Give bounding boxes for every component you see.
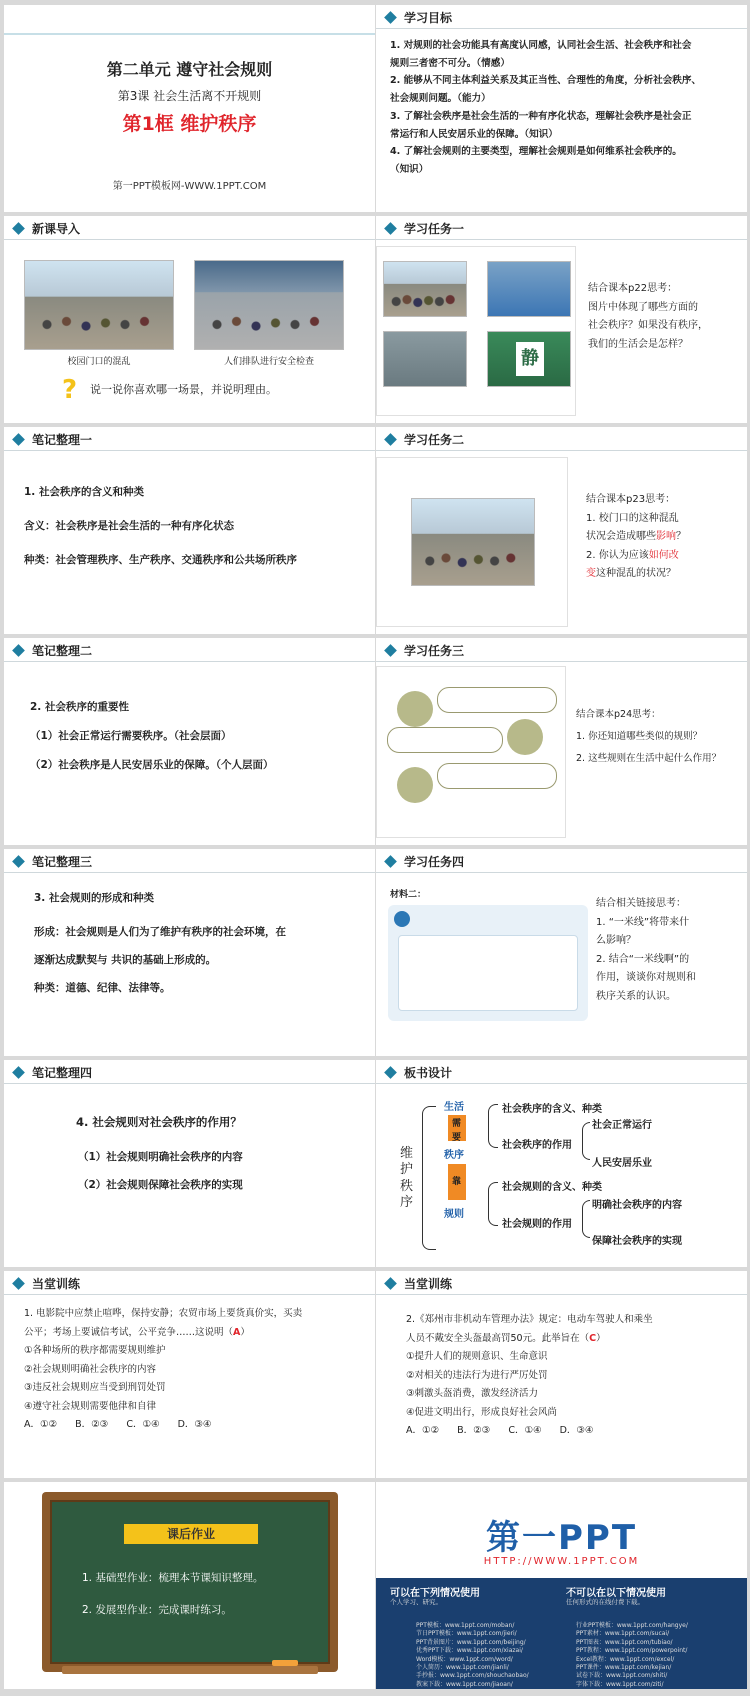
- traffic-image: [383, 331, 467, 387]
- section-title: 第1框 维护秩序: [122, 113, 257, 135]
- resource-link[interactable]: PPT背景图片：www.1ppt.com/beijing/: [416, 1638, 526, 1646]
- slide-task-2: [376, 427, 747, 634]
- resource-link[interactable]: 试卷下载：www.1ppt.com/shiti/: [576, 1672, 668, 1680]
- brand-url[interactable]: HTTP://WWW.1PPT.COM: [483, 1556, 640, 1567]
- slide-header: [376, 1271, 747, 1295]
- resource-link[interactable]: 教案下载：www.1ppt.com/jiaoan/: [416, 1680, 513, 1688]
- slide-header: [4, 849, 375, 873]
- notes-line: 种类：道德、纪律、法律等。: [34, 982, 171, 994]
- label-rely: 靠: [452, 1177, 462, 1187]
- homework-line: 2. 发展型作业：完成课时练习。: [82, 1604, 232, 1616]
- diamond-icon: [12, 855, 25, 868]
- speech-bubble: [437, 687, 557, 713]
- resource-link[interactable]: PPT课件：www.1ppt.com/kejian/: [576, 1663, 672, 1671]
- resource-link[interactable]: Word模板：www.1ppt.com/word/: [416, 1655, 513, 1663]
- cover-footer: 第一PPT模板网-WWW.1PPT.COM: [112, 181, 267, 192]
- textbook-page: [376, 457, 568, 627]
- quiet-sign-image: [487, 331, 571, 387]
- brace: [488, 1104, 498, 1148]
- slide-title: 学习任务四: [404, 855, 465, 869]
- task-2-questions: 结合课本p23思考： 1. 校门口的这种混乱 状况会造成哪些影响？ 2. 你认为应该如何改 变这种混乱的状况？: [586, 494, 686, 579]
- slide-header: [4, 1271, 375, 1295]
- material-text-box: [398, 935, 578, 1011]
- school-gate-image: [411, 498, 535, 586]
- exercise-1-text: 1. 电影院中应禁止喧哗，保持安静；农贸市场上要货真价实，买卖 公平；考场上要诚信考试，公平竞争……这说明（A） ①各种场所的秩序都需要规则维护 ②社会规则明确社会秩序的内容 ③违反社会规则应当受到刑罚处罚 ④遵守社会规则需要他律和自律 A．①② B．②③ C．①④ D．③④: [24, 1308, 303, 1431]
- diamond-icon: [384, 11, 397, 24]
- resource-link[interactable]: 手抄报：www.1ppt.com/shouchaobao/: [416, 1672, 529, 1680]
- unit-title: 第二单元 遵守社会规则: [106, 60, 273, 79]
- notes-line: （2）社会秩序是人民安居乐业的保障。（个人层面）: [30, 759, 274, 771]
- branch-item: 社会规则的含义、种类: [502, 1182, 602, 1193]
- slide-task-1: [376, 216, 747, 423]
- slide-header: [376, 1060, 747, 1084]
- slide-title: 学习任务三: [404, 644, 465, 658]
- right-link-list: [576, 1622, 688, 1689]
- station-image: [383, 261, 467, 317]
- slide-end: [376, 1482, 747, 1689]
- slide-title: 当堂训练: [404, 1277, 453, 1291]
- branch-item: 社会秩序的作用: [502, 1140, 572, 1151]
- notes-line: 逐渐达成默契与 共识的基础上形成的。: [34, 954, 217, 966]
- notes-line: 种类：社会管理秩序、生产秩序、交通秩序和公共场所秩序: [24, 554, 297, 566]
- resource-link[interactable]: PPT教程：www.1ppt.com/powerpoint/: [576, 1647, 688, 1655]
- slide-objectives: [376, 5, 747, 212]
- exercise-2-text: 2.《郑州市非机动车管理办法》规定：电动车驾驶人和乘坐 人员不戴安全头盔最高罚50元。此举旨在（C） ①提升人们的规则意识、生命意识 ②对相关的违法行为进行严厉处罚 ③刺激头盔消费，激发经济活力 ④促进文明出行，形成良好社会风尚 A．①② B．②③ C．①④ D．③④: [406, 1314, 653, 1437]
- speech-bubble: [387, 727, 503, 753]
- lesson-title: 第3课 社会生活离不开规则: [117, 89, 262, 103]
- brand-logo: 第一PPT: [485, 1518, 638, 1558]
- branch-leaf: 人民安居乐业: [592, 1158, 652, 1169]
- resource-link[interactable]: PPT素材：www.1ppt.com/sucai/: [576, 1630, 670, 1638]
- slide-exercise-1: [4, 1271, 375, 1478]
- textbook-page: [376, 246, 576, 416]
- allowed-note: 个人学习、研究。: [390, 1598, 442, 1606]
- slide-title: 笔记整理三: [32, 855, 93, 869]
- slide-notes-2: [4, 638, 375, 845]
- diamond-icon: [384, 1277, 397, 1290]
- task-4-questions: 结合相关链接思考： 1. “一米线”将带来什 么影响？ 2. 结合“一米线啊”的 作用，谈谈你对规则和 秩序关系的认识。: [596, 898, 696, 1002]
- resource-link[interactable]: PPT模板：www.1ppt.com/moban/: [416, 1622, 515, 1629]
- slide-board-design: [376, 1060, 747, 1267]
- homework-title: 课后作业: [124, 1524, 258, 1544]
- chalkboard: [50, 1500, 330, 1664]
- related-link-box: [388, 905, 588, 1021]
- slide-notes-1: [4, 427, 375, 634]
- intro-question: 说一说你喜欢哪一场景，并说明理由。: [90, 383, 277, 396]
- resource-link[interactable]: 个人简历：www.1ppt.com/jianli/: [416, 1663, 509, 1671]
- slide-header: [4, 216, 375, 240]
- slide-header: [376, 216, 747, 240]
- label-order: 秩序: [444, 1150, 464, 1161]
- branch-leaf: 社会正常运行: [592, 1120, 652, 1131]
- branch-item: 社会规则的作用: [502, 1219, 572, 1230]
- diamond-icon: [12, 644, 25, 657]
- resource-link[interactable]: 行业PPT模板：www.1ppt.com/hangye/: [576, 1622, 688, 1629]
- slide-title: 学习任务二: [404, 433, 465, 447]
- illustration: [507, 719, 543, 755]
- slide-homework: [4, 1482, 375, 1689]
- security-line-image: [194, 260, 344, 350]
- resource-link[interactable]: 节日PPT模板：www.1ppt.com/jieri/: [416, 1630, 517, 1638]
- label-need-1: 需: [452, 1119, 462, 1129]
- notes-line: （1）社会正常运行需要秩序。（社会层面）: [30, 730, 232, 742]
- label-life: 生活: [444, 1102, 464, 1113]
- notes-heading: 2. 社会秩序的重要性: [30, 701, 129, 713]
- resource-link[interactable]: 字体下载：www.1ppt.com/ziti/: [576, 1680, 664, 1688]
- slide-intro: [4, 216, 375, 423]
- resource-link[interactable]: PPT图表：www.1ppt.com/tubiao/: [576, 1638, 673, 1646]
- brace: [582, 1200, 590, 1238]
- chalk-tray: [62, 1666, 318, 1674]
- factory-image: [487, 261, 571, 317]
- slide-notes-4: [4, 1060, 375, 1267]
- slide-header: [376, 849, 747, 873]
- homework-line: 1. 基础型作业：梳理本节课知识整理。: [82, 1572, 264, 1584]
- chalkboard-frame: [42, 1492, 338, 1672]
- slide-cover: [4, 5, 375, 212]
- textbook-page: [376, 666, 566, 838]
- diamond-icon: [384, 1066, 397, 1079]
- diamond-icon: [12, 222, 25, 235]
- slide-title: 学习目标: [404, 11, 453, 25]
- speech-bubble: [437, 763, 557, 789]
- notes-line: （2）社会规则保障社会秩序的实现: [78, 1179, 243, 1191]
- diamond-icon: [384, 855, 397, 868]
- task-3-questions: 结合课本p24思考： 1. 你还知道哪些类似的规则？ 2. 这些规则在生活中起什么作用？: [576, 709, 722, 764]
- slide-notes-3: [4, 849, 375, 1056]
- diamond-icon: [12, 433, 25, 446]
- slide-header: [376, 427, 747, 451]
- left-link-list: [416, 1622, 529, 1689]
- slide-title: 学习任务一: [404, 222, 465, 236]
- diamond-icon: [12, 1277, 25, 1290]
- notes-line: 形成：社会规则是人们为了维护有秩序的社会环境，在: [34, 926, 286, 938]
- notes-heading: 3. 社会规则的形成和种类: [34, 892, 154, 904]
- usage-footer: [376, 1578, 747, 1689]
- forbidden-heading: 不可以在以下情况使用: [566, 1588, 666, 1599]
- resource-link[interactable]: Excel教程：www.1ppt.com/excel/: [576, 1655, 675, 1663]
- diamond-icon: [12, 1066, 25, 1079]
- slide-header: [376, 638, 747, 662]
- slide-header: [4, 638, 375, 662]
- slide-header: [4, 427, 375, 451]
- material-label: 材料二：: [390, 890, 427, 900]
- allowed-heading: 可以在下列情况使用: [390, 1588, 480, 1599]
- question-mark-icon: ?: [62, 375, 78, 405]
- slide-title: 当堂训练: [32, 1277, 81, 1291]
- image-caption-2: 人们排队进行安全检查: [223, 357, 314, 367]
- notes-line: 含义：社会秩序是社会生活的一种有序化状态: [24, 520, 234, 532]
- link-icon: [394, 911, 410, 927]
- slide-title: 板书设计: [404, 1066, 453, 1080]
- slide-title: 笔记整理一: [32, 433, 93, 447]
- diamond-icon: [384, 644, 397, 657]
- illustration: [397, 691, 433, 727]
- slide-title: 笔记整理二: [32, 644, 93, 658]
- notes-heading: 4. 社会规则对社会秩序的作用？: [76, 1115, 242, 1129]
- task-1-questions: 结合课本p22思考： 图片中体现了哪些方面的 社会秩序？如果没有秩序， 我们的生活会是怎样？: [588, 283, 708, 350]
- main-topic: 维 护 秩 序: [400, 1146, 414, 1210]
- slide-header: [4, 1060, 375, 1084]
- label-need-2: 要: [452, 1133, 462, 1143]
- resource-link[interactable]: 优秀PPT下载：www.1ppt.com/xiazai/: [416, 1647, 523, 1655]
- main-brace: [422, 1106, 436, 1250]
- image-caption-1: 校园门口的混乱: [67, 357, 131, 367]
- brace: [582, 1122, 590, 1160]
- slide-task-3: [376, 638, 747, 845]
- diamond-icon: [384, 433, 397, 446]
- illustration: [397, 767, 433, 803]
- notes-line: （1）社会规则明确社会秩序的内容: [78, 1151, 243, 1163]
- branch-leaf: 明确社会秩序的内容: [592, 1200, 682, 1211]
- notes-heading: 1. 社会秩序的含义和种类: [24, 486, 144, 498]
- slide-title: 笔记整理四: [32, 1066, 93, 1080]
- slide-header: [376, 5, 747, 29]
- slide-exercise-2: [376, 1271, 747, 1478]
- slide-title: 新课导入: [32, 222, 81, 236]
- school-gate-image: [24, 260, 174, 350]
- label-rules: 规则: [444, 1209, 464, 1220]
- slide-task-4: [376, 849, 747, 1056]
- cover-divider: [4, 33, 375, 35]
- diamond-icon: [384, 222, 397, 235]
- brace: [488, 1182, 498, 1226]
- chalk-icon: [272, 1660, 298, 1666]
- objectives-text: 1. 对规则的社会功能具有高度认同感，认同社会生活、社会秩序和社会 规则三者密不可分。（情感） 2. 能够从不同主体利益关系及其正当性、合理性的角度，分析社会秩序、 社会规则问题。（能力） 3. 了解社会秩序是社会生活的一种有序化状态，理解社会秩序是社会正 常运行和人民安居乐业的保障。（知识） 4. 了解社会规则的主要类型，理解社会规则是如何维系社会秩序的。 （知识）: [390, 40, 702, 176]
- branch-item: 社会秩序的含义、种类: [502, 1104, 602, 1115]
- forbidden-note: 任何形式的在线付费下载。: [566, 1598, 644, 1606]
- quiet-sign-icon: 静: [516, 342, 544, 376]
- branch-leaf: 保障社会秩序的实现: [592, 1236, 682, 1247]
